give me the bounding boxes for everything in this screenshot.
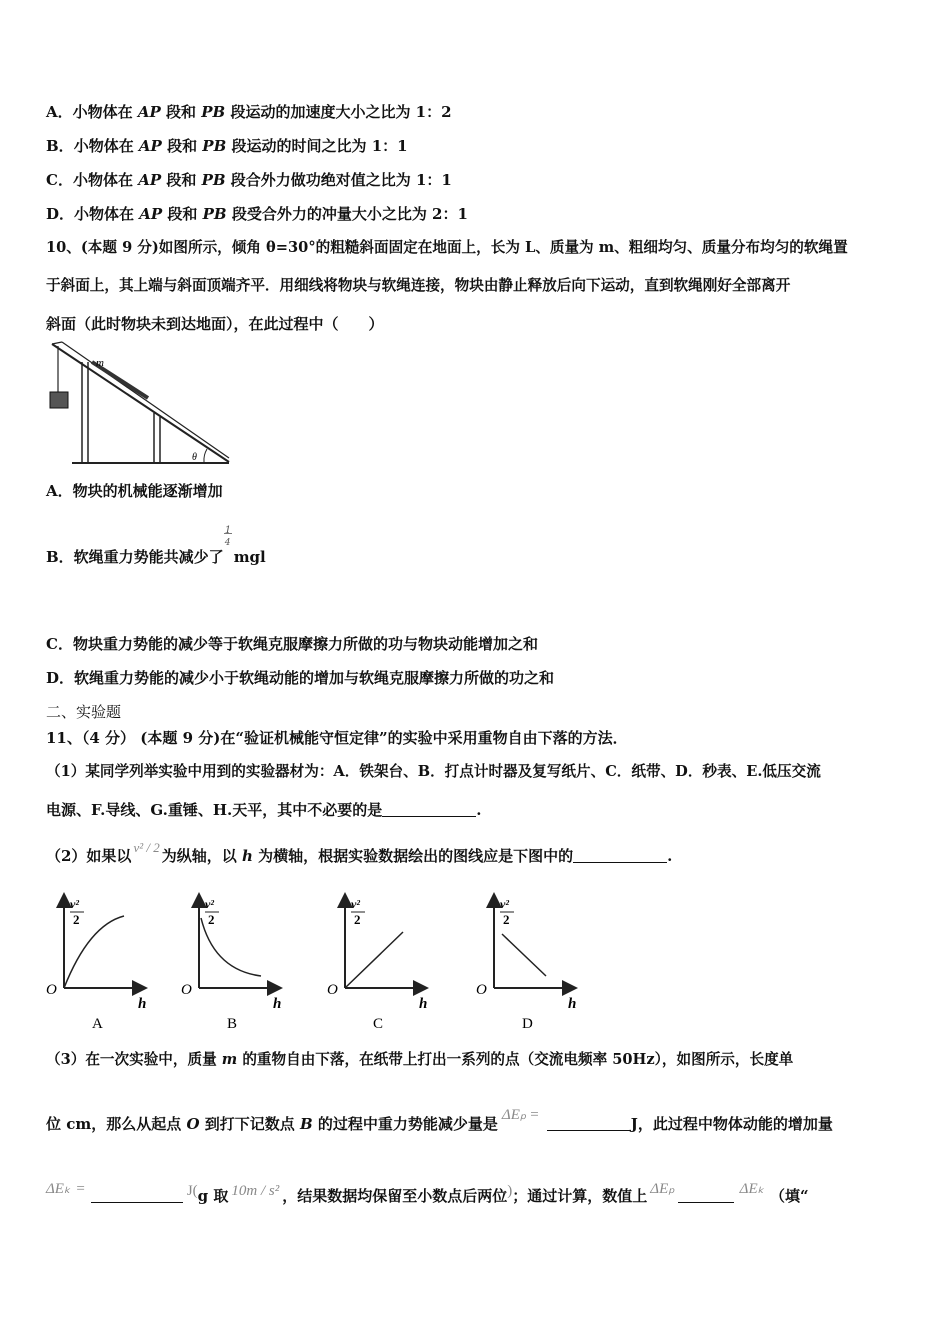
answer-blank-5[interactable]	[678, 1188, 734, 1203]
q11-part3-line2: 位 cm，那么从起点 O 到打下记数点 B 的过程中重力势能减少量是 ΔEₚ = J，此过程中物体动能的增加量	[46, 1107, 833, 1133]
angle-label: θ	[192, 452, 197, 463]
graph-c-label: C	[373, 1016, 384, 1032]
graph-c	[327, 896, 427, 1032]
q9-option-d: D．小物体在 AP 段和 PB 段受合外力的冲量大小之比为 2：1	[46, 205, 468, 223]
graph-b-label: B	[227, 1016, 238, 1032]
g-value: 10m / s²	[231, 1183, 280, 1199]
delta-ep: ΔEₚ	[501, 1107, 527, 1123]
formula-v2-over-2: v² / 2	[133, 840, 160, 855]
q10-option-d: D．软绳重力势能的减少小于软绳动能的增加与软绳克服摩擦力所做的功之和	[46, 669, 555, 687]
q11-part1-line1: （1）某同学列举实验中用到的实验器材为：A．铁架台、B．打点计时器及复写纸片、C．纸带、D．秒表、E.低压交流	[46, 763, 821, 780]
svg-text:h: h	[138, 996, 147, 1012]
svg-text:O: O	[181, 982, 192, 998]
answer-blank-4[interactable]	[91, 1188, 183, 1203]
q10-option-a: A．物块的机械能逐渐增加	[46, 482, 223, 500]
svg-text:h: h	[419, 996, 428, 1012]
incline-figure	[44, 340, 234, 470]
q11-part2: （2）如果以 v² / 2 为纵轴，以 h 为横轴，根据实验数据绘出的图线应是下图中的 .	[46, 840, 673, 865]
q9-option-c: C．小物体在 AP 段和 PB 段合外力做功绝对值之比为 1：1	[46, 171, 452, 189]
q10-option-b: B．软绳重力势能共减少了 1 4 mgl	[46, 525, 266, 566]
svg-text:2: 2	[208, 912, 215, 927]
svg-text:O: O	[46, 982, 57, 998]
q11-part3-line3: ΔEₖ = J(g 取 10m / s² ，结果数据均保留至小数点后两位)；通过计算，数值上 ΔEₚ ΔEₖ （填“	[46, 1181, 809, 1205]
graph-b	[181, 896, 281, 1032]
svg-text:O: O	[476, 982, 487, 998]
q10-option-c: C．物块重力势能的减少等于软绳克服摩擦力所做的功与物块动能增加之和	[46, 635, 538, 653]
svg-text:v²: v²	[205, 897, 214, 911]
q10-stem-line3: 斜面（此时物块未到达地面），在此过程中（ ）	[46, 315, 384, 333]
svg-text:2: 2	[73, 912, 80, 927]
hanging-block	[50, 392, 68, 408]
delta-ek: ΔEₖ	[46, 1181, 71, 1197]
graph-options	[44, 890, 604, 1040]
graph-d-label: D	[522, 1016, 533, 1032]
q10-stem-line1: 10、(本题 9 分)如图所示，倾角 θ=30°的粗糙斜面固定在地面上，长为 L、质量为 m、粗细均匀、质量分布均匀的软绳置	[46, 239, 848, 256]
svg-text:2: 2	[503, 912, 510, 927]
svg-text:h: h	[568, 996, 577, 1012]
svg-text:v²: v²	[351, 897, 360, 911]
answer-blank-1[interactable]	[382, 802, 476, 817]
graph-d-line	[502, 934, 546, 976]
svg-text:O: O	[327, 982, 338, 998]
mass-label: m	[96, 357, 104, 369]
graph-a-label: A	[92, 1016, 103, 1032]
svg-text:h: h	[273, 996, 282, 1012]
fraction-one-quarter: 1 4	[224, 525, 232, 548]
svg-text:2: 2	[354, 912, 361, 927]
q9-option-b: B．小物体在 AP 段和 PB 段运动的时间之比为 1：1	[46, 137, 408, 155]
svg-text:v²: v²	[500, 897, 509, 911]
svg-text:v²: v²	[70, 897, 79, 911]
graphs-svg	[44, 890, 604, 1040]
q10-stem-line2: 于斜面上，其上端与斜面顶端齐平．用细线将物块与软绳连接，物块由静止释放后向下运动，直到软绳刚好全部离开	[46, 277, 791, 294]
answer-blank-3[interactable]	[547, 1116, 631, 1131]
graph-a	[46, 896, 146, 1032]
graph-c-line	[345, 932, 403, 988]
q11-part3-line1: （3）在一次实验中，质量 m 的重物自由下落，在纸带上打出一系列的点（交流电频率 50Hz），如图所示，长度单	[46, 1051, 794, 1068]
q11-header: 11、（4 分） (本题 9 分)在“验证机械能守恒定律”的实验中采用重物自由下落的方法．	[46, 729, 628, 747]
section-title: 二、实验题	[46, 703, 122, 721]
graph-d	[476, 896, 576, 1032]
q9-option-a: A．小物体在 AP 段和 PB 段运动的加速度大小之比为 1：2	[46, 103, 452, 121]
q11-part1-line2: 电源、F.导线、G.重锤、H.天平，其中不必要的是 .	[46, 801, 482, 819]
answer-blank-2[interactable]	[573, 848, 667, 863]
